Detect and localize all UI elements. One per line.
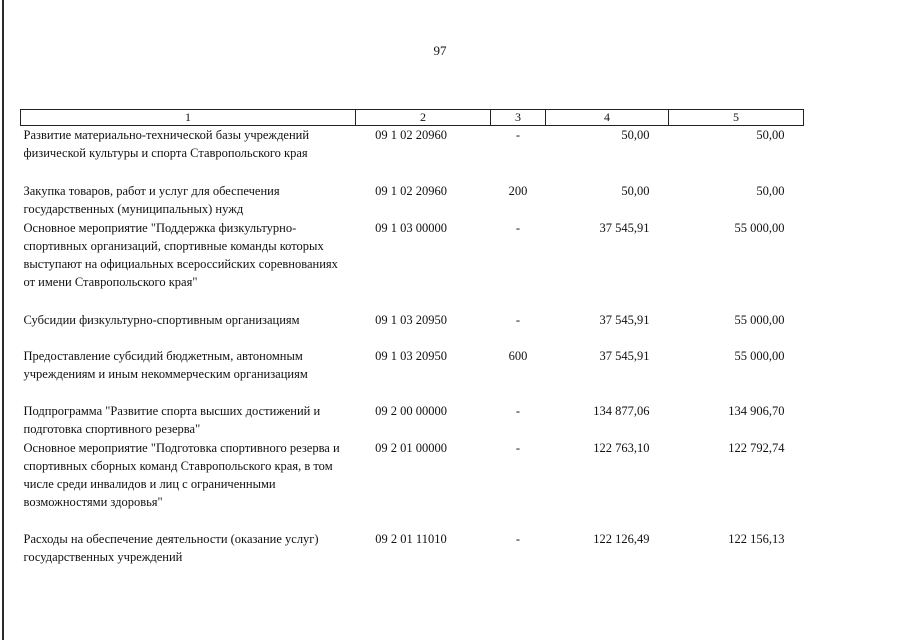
row-code: 09 1 03 20950: [375, 312, 447, 327]
row-expense-type: -: [515, 128, 521, 142]
row-amount-col5: 122 792,74: [728, 440, 785, 455]
page-left-border: [2, 0, 4, 640]
row-name: Основное мероприятие "Поддержка физкультурно-спортивных организаций, спортивные команды которых выступают на официальных всероссийских соревнованиях от имени Ставропольского края": [23, 220, 338, 289]
header-col-5: 5: [669, 110, 804, 126]
table-row: [21, 530, 804, 570]
table-row: [21, 126, 804, 182]
row-name: Основное мероприятие "Подготовка спортивного резерва и спортивных сборных команд Ставропольского края, в том числе среди инвалидов и лиц с ограниченными возможностями здоровья": [23, 440, 340, 509]
row-amount-col4: 50,00: [621, 128, 650, 142]
row-expense-type: -: [515, 220, 521, 235]
row-amount-col5: 50,00: [756, 183, 785, 198]
row-amount-col5: 50,00: [756, 128, 785, 142]
row-amount-col5: 122 156,13: [728, 531, 785, 546]
row-code: 09 2 01 00000: [375, 440, 447, 455]
header-col-4: 4: [546, 110, 669, 126]
row-amount-col5: 55 000,00: [734, 348, 785, 363]
table-row: [21, 347, 804, 402]
page-number: 97: [433, 43, 447, 58]
row-name: Развитие материально-технической базы учреждений физической культуры и спорта Ставропольского края: [23, 128, 310, 160]
row-name: Расходы на обеспечение деятельности (оказание услуг) государственных учреждений: [23, 531, 319, 564]
row-amount-col5: 55 000,00: [734, 220, 785, 235]
row-name: Субсидии физкультурно-спортивным организациям: [23, 312, 300, 327]
row-expense-type: -: [515, 531, 521, 546]
table-row: [21, 439, 804, 530]
row-name: Закупка товаров, работ и услуг для обеспечения государственных (муниципальных) нужд: [23, 183, 280, 216]
table-row: [21, 402, 804, 439]
row-expense-type: 600: [508, 348, 528, 363]
budget-table: [20, 109, 804, 570]
row-amount-col4: 37 545,91: [599, 220, 650, 235]
row-amount-col4: 37 545,91: [599, 348, 650, 363]
row-amount-col4: 134 877,06: [593, 403, 650, 418]
row-code: 09 1 02 20960: [375, 183, 447, 198]
row-amount-col4: 122 126,49: [593, 531, 650, 546]
row-amount-col5: 134 906,70: [728, 403, 785, 418]
row-expense-type: -: [515, 403, 521, 418]
table-row: [21, 311, 804, 347]
row-expense-type: -: [515, 440, 521, 455]
row-amount-col5: 55 000,00: [734, 312, 785, 327]
row-amount-col4: 37 545,91: [599, 312, 650, 327]
header-col-3: 3: [491, 110, 546, 126]
row-code: 09 2 00 00000: [375, 403, 447, 418]
row-amount-col4: 122 763,10: [593, 440, 650, 455]
header-col-1: 1: [21, 110, 356, 126]
row-expense-type: 200: [508, 183, 528, 198]
row-expense-type: -: [515, 312, 521, 327]
header-col-2: 2: [356, 110, 491, 126]
row-name: Предоставление субсидий бюджетным, автономным учреждениям и иным некоммерческим организациям: [23, 348, 308, 381]
row-code: 09 1 03 00000: [375, 220, 447, 235]
row-amount-col4: 50,00: [621, 183, 650, 198]
table-row: [21, 182, 804, 219]
row-code: 09 2 01 11010: [375, 531, 447, 546]
table-row: [21, 219, 804, 311]
row-code: 09 1 02 20960: [375, 128, 447, 142]
row-code: 09 1 03 20950: [375, 348, 447, 363]
header-row: [21, 110, 804, 126]
row-name: Подпрограмма "Развитие спорта высших достижений и подготовка спортивного резерва": [23, 403, 321, 436]
